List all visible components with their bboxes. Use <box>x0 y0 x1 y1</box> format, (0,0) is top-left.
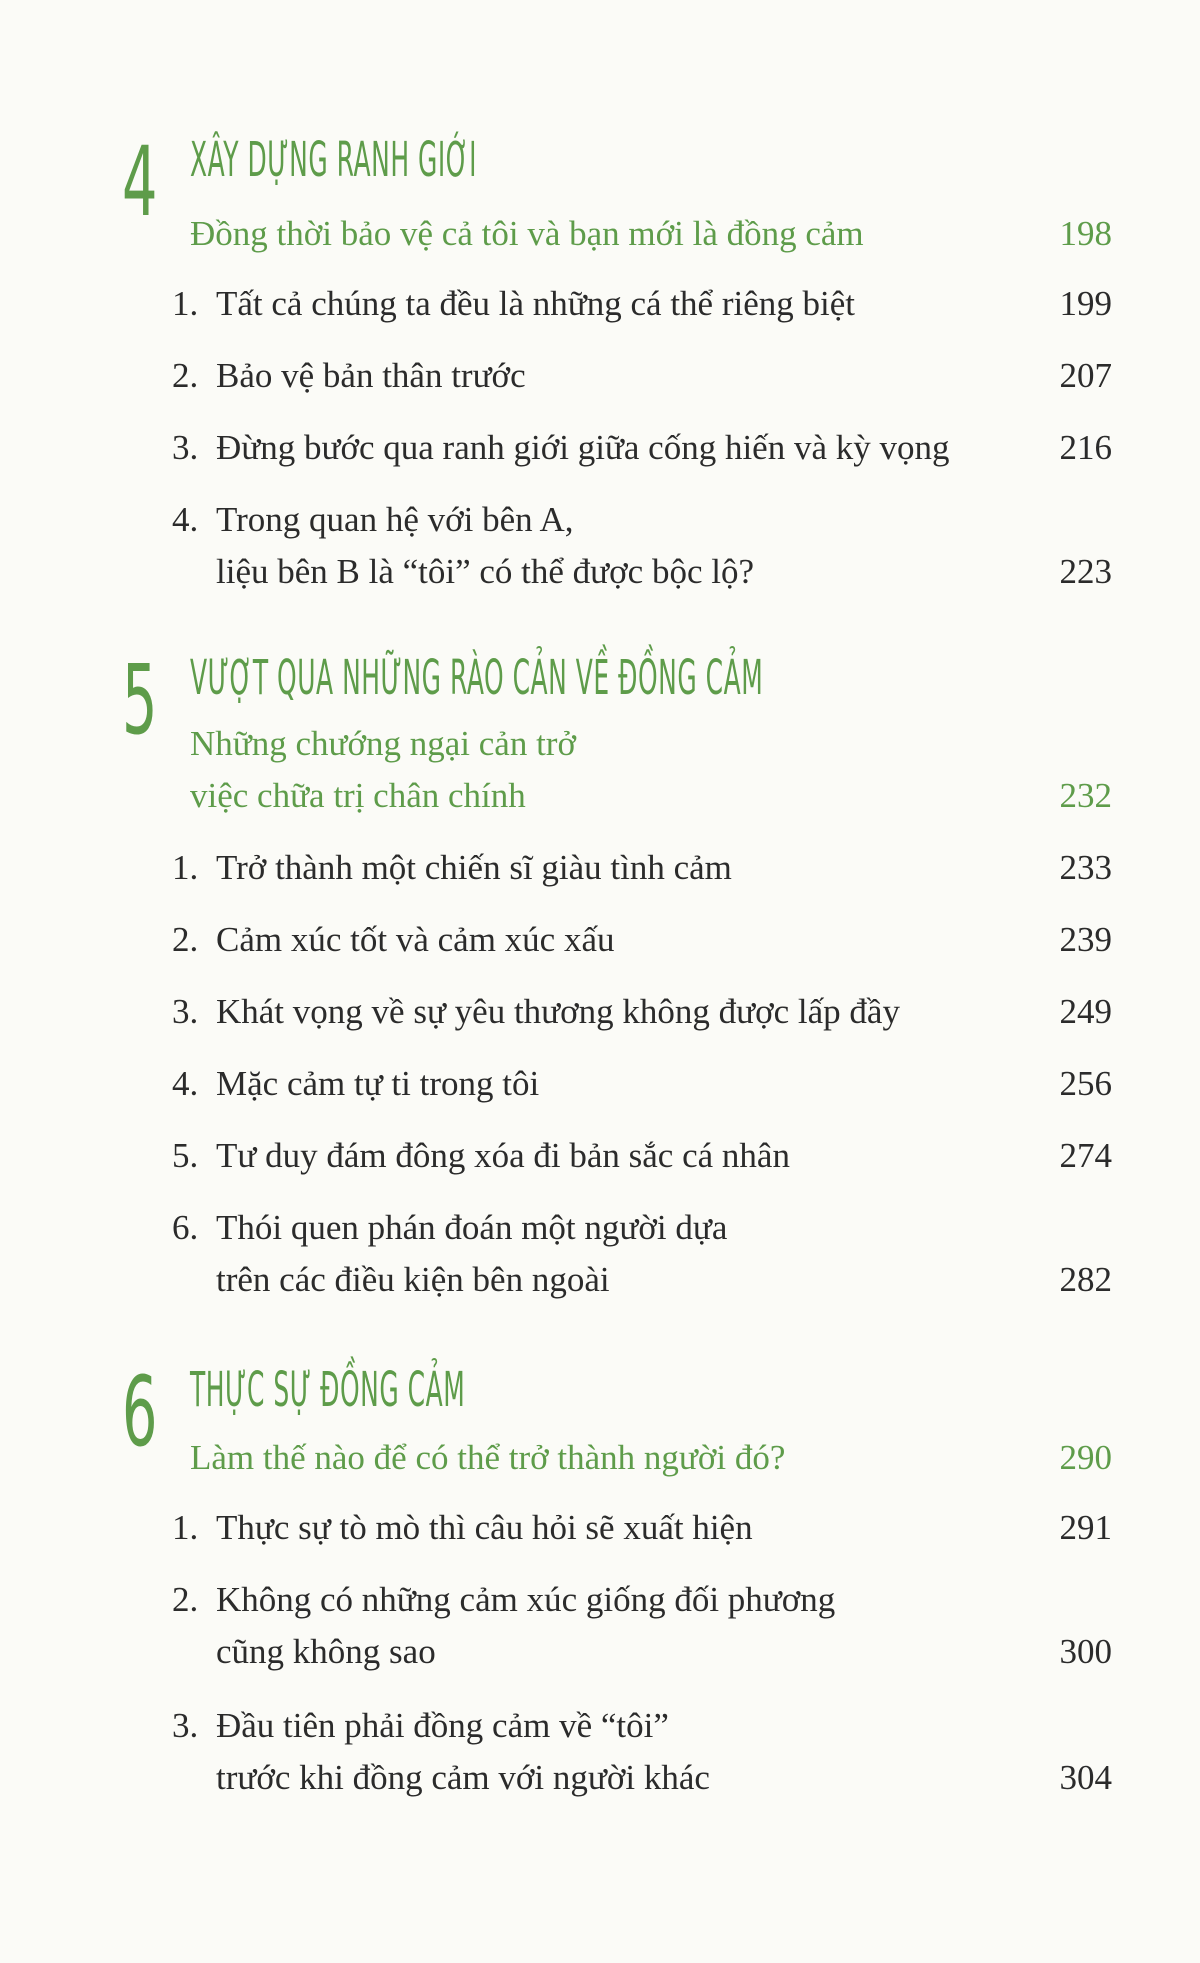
chapter-page-number: 232 <box>1059 776 1112 815</box>
entry-title-line: cũng không sao <box>216 1632 436 1671</box>
chapter-subtitle-line: việc chữa trị chân chính <box>190 776 526 815</box>
entry-page-number: 249 <box>1059 992 1112 1031</box>
entry-title <box>216 350 526 402</box>
entry-number: 4. <box>172 1064 199 1103</box>
entry-title <box>216 1574 835 1678</box>
entry-page-number: 282 <box>1059 1260 1112 1299</box>
entry-title-line: Mặc cảm tự ti trong tôi <box>216 1064 540 1103</box>
entry-title-line: Đừng bước qua ranh giới giữa cống hiến và kỳ vọng <box>216 428 950 467</box>
entry-title-line: Khát vọng về sự yêu thương không được lấp đầy <box>216 992 900 1031</box>
chapter-subtitle-line: Đồng thời bảo vệ cả tôi và bạn mới là đồng cảm <box>190 214 864 253</box>
entry-page-number: 199 <box>1059 284 1112 323</box>
entry-title <box>216 422 950 474</box>
entry-title-line: Cảm xúc tốt và cảm xúc xấu <box>216 920 615 959</box>
entry-page-number: 300 <box>1059 1632 1112 1671</box>
entry-title-line: Đầu tiên phải đồng cảm về “tôi” <box>216 1706 669 1745</box>
entry-title <box>216 1700 710 1804</box>
entry-number: 5. <box>172 1136 199 1175</box>
entry-page-number: 256 <box>1059 1064 1112 1103</box>
entry-title-line: trước khi đồng cảm với người khác <box>216 1758 710 1797</box>
entry-title <box>216 1130 790 1182</box>
entry-title <box>216 1058 539 1110</box>
chapter-title: XÂY DỰNG RANH GIỚI <box>190 132 477 188</box>
chapter-page-number: 290 <box>1059 1438 1112 1477</box>
entry-number: 6. <box>172 1208 199 1247</box>
chapter-title: THỰC SỰ ĐỒNG CẢM <box>190 1362 466 1418</box>
entry-title-line: Trong quan hệ với bên A, <box>216 500 574 539</box>
chapter-number: 5 <box>122 644 158 756</box>
entry-title-line: Tất cả chúng ta đều là những cá thể riêng biệt <box>216 284 855 323</box>
entry-number: 1. <box>172 848 199 887</box>
entry-title-line: Tư duy đám đông xóa đi bản sắc cá nhân <box>216 1136 790 1175</box>
chapter-page-number: 198 <box>1059 214 1112 253</box>
chapter-subtitle-line: Làm thế nào để có thể trở thành người đó? <box>190 1438 786 1477</box>
entry-title <box>216 1202 727 1306</box>
entry-title <box>216 494 754 598</box>
entry-page-number: 304 <box>1059 1758 1112 1797</box>
entry-title-line: Không có những cảm xúc giống đối phương <box>216 1580 836 1619</box>
chapter-title: VƯỢT QUA NHỮNG RÀO CẢN VỀ ĐỒNG CẢM <box>190 650 764 706</box>
chapter-number: 4 <box>122 126 158 238</box>
entry-page-number: 223 <box>1059 552 1112 591</box>
entry-title <box>216 914 614 966</box>
entry-number: 3. <box>172 428 199 467</box>
entry-page-number: 239 <box>1059 920 1112 959</box>
entry-number: 2. <box>172 356 199 395</box>
entry-title <box>216 986 900 1038</box>
chapter-number: 6 <box>122 1356 158 1468</box>
entry-page-number: 291 <box>1059 1508 1112 1547</box>
entry-number: 3. <box>172 992 199 1031</box>
entry-number: 2. <box>172 1580 199 1619</box>
entry-number: 3. <box>172 1706 199 1745</box>
entry-number: 2. <box>172 920 199 959</box>
entry-title <box>216 278 855 330</box>
entry-title <box>216 1502 753 1554</box>
entry-title-line: Thực sự tò mò thì câu hỏi sẽ xuất hiện <box>216 1508 753 1547</box>
entry-number: 1. <box>172 284 199 323</box>
entry-title-line: Bảo vệ bản thân trước <box>216 356 526 395</box>
entry-page-number: 216 <box>1059 428 1112 467</box>
entry-number: 1. <box>172 1508 199 1547</box>
entry-page-number: 233 <box>1059 848 1112 887</box>
entry-title <box>216 842 732 894</box>
entry-page-number: 274 <box>1059 1136 1112 1175</box>
entry-number: 4. <box>172 500 199 539</box>
chapter-subtitle-line: Những chướng ngại cản trở <box>190 724 576 763</box>
chapter-subtitle <box>190 208 864 260</box>
entry-title-line: liệu bên B là “tôi” có thể được bộc lộ? <box>216 552 754 591</box>
chapter-subtitle <box>190 718 576 822</box>
entry-title-line: trên các điều kiện bên ngoài <box>216 1260 610 1299</box>
entry-title-line: Thói quen phán đoán một người dựa <box>216 1208 728 1247</box>
chapter-subtitle <box>190 1432 785 1484</box>
entry-page-number: 207 <box>1059 356 1112 395</box>
entry-title-line: Trở thành một chiến sĩ giàu tình cảm <box>216 848 732 887</box>
